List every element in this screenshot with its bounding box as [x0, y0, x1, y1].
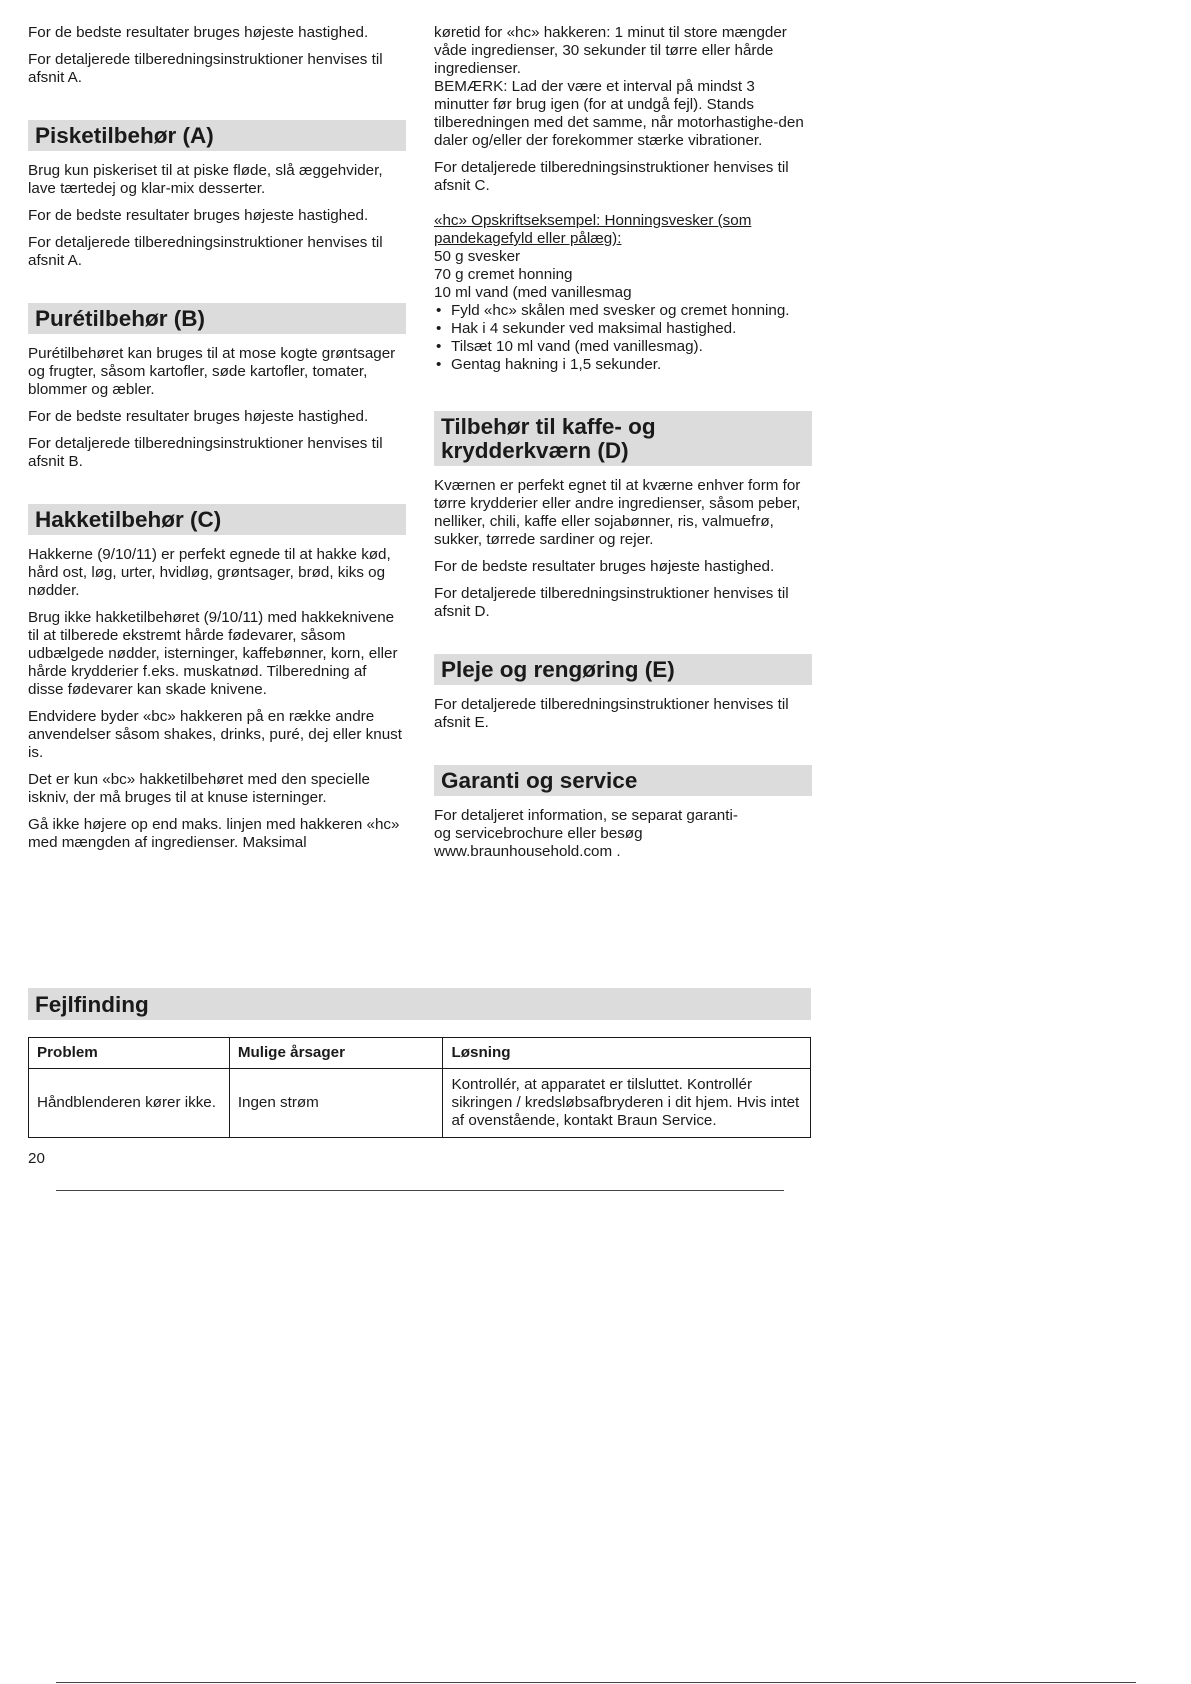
- section-e-paragraph-1: For detaljerede tilberedningsinstruktioner henvises til afsnit E.: [434, 696, 789, 731]
- bottom-divider-line: [56, 1682, 1136, 1683]
- section-c-paragraph-2: Brug ikke hakketilbehøret (9/10/11) med hakkeknivene til at tilberede ekstremt hårde fødevarer, såsom udbælgede nødder, isterninger, kaffebønner, korn, eller hårde krydderier f.eks. muskatnød. Tilberedning af disse fødevarer kan skade knivene.: [28, 609, 398, 698]
- section-d-paragraph-3: For detaljerede tilberedningsinstruktioner henvises til afsnit D.: [434, 585, 789, 620]
- header-solution: Løsning: [443, 1038, 811, 1069]
- recipe-steps-list: [434, 302, 812, 374]
- header-problem: Problem: [29, 1038, 230, 1069]
- section-d-paragraph-1: Kværnen er perfekt egnet til at kværne enhver form for tørre krydderier eller andre ingredienser, såsom peber, nelliker, chili, kaffe eller sojabønner, ris, valmuefrø, sukker, tørrede sardiner og rejer.: [434, 477, 801, 548]
- recipe-ingredient: 10 ml vand (med vanillesmag: [434, 284, 632, 301]
- cell-cause: Ingen strøm: [229, 1069, 443, 1138]
- table-header-row: [29, 1038, 811, 1069]
- section-d-paragraph-2: For de bedste resultater bruges højeste hastighed.: [434, 558, 775, 575]
- warranty-website: www.braunhousehold.com .: [434, 843, 621, 860]
- section-b-paragraph-1: Purétilbehøret kan bruges til at mose kogte grøntsager og frugter, såsom kartofler, søde kartofler, tomater, blommer og æbler.: [28, 345, 396, 398]
- section-d-heading-line-1: Tilbehør til kaffe- og: [441, 414, 656, 439]
- table-row: [29, 1069, 811, 1138]
- section-a-paragraph-2: For de bedste resultater bruges højeste hastighed.: [28, 207, 369, 224]
- troubleshooting-table: [28, 1037, 811, 1138]
- intro-reference-text: For detaljerede tilberedningsinstruktioner henvises til afsnit A.: [28, 51, 383, 86]
- recipe-step: • Fyld «hc» skålen med svesker og cremet honning.: [434, 302, 812, 320]
- recipe-ingredient: 50 g svesker: [434, 248, 521, 265]
- section-b-paragraph-2: For de bedste resultater bruges højeste hastighed.: [28, 408, 369, 425]
- cell-problem: Håndblenderen kører ikke.: [29, 1069, 230, 1138]
- recipe-ingredient: 70 g cremet honning: [434, 266, 573, 283]
- chopper-runtime-text: køretid for «hc» hakkeren: 1 minut til store mængder våde ingredienser, 30 sekunder til tørre eller hårde ingredienser.: [434, 24, 787, 77]
- section-a-paragraph-3: For detaljerede tilberedningsinstruktioner henvises til afsnit A.: [28, 234, 383, 269]
- right-column: [434, 24, 812, 861]
- section-a-heading: Pisketilbehør (A): [28, 120, 406, 151]
- section-d-heading-line-2: krydderkværn (D): [441, 438, 629, 463]
- section-e-heading: Pleje og rengøring (E): [434, 654, 812, 685]
- recipe-title: «hc» Opskriftseksempel: Honningsvesker (som pandekagefyld eller pålæg):: [434, 212, 752, 247]
- section-c-reference-text: For detaljerede tilberedningsinstruktioner henvises til afsnit C.: [434, 159, 789, 194]
- cell-solution: Kontrollér, at apparatet er tilsluttet. Kontrollér sikringen / kredsløbsafbryderen i dit hjem. Hvis intet af ovenstående, kontakt Braun Service.: [443, 1069, 811, 1138]
- section-d-heading: [434, 411, 812, 466]
- recipe-step: • Tilsæt 10 ml vand (med vanillesmag).: [434, 338, 812, 356]
- warranty-line-1: For detaljeret information, se separat garanti-: [434, 807, 738, 824]
- section-c-paragraph-4: Det er kun «bc» hakketilbehøret med den specielle iskniv, der må bruges til at knuse isterninger.: [28, 771, 370, 806]
- section-b-heading: Purétilbehør (B): [28, 303, 406, 334]
- troubleshooting-heading: Fejlfinding: [28, 988, 811, 1020]
- section-b-paragraph-3: For detaljerede tilberedningsinstruktioner henvises til afsnit B.: [28, 435, 383, 470]
- recipe-step: • Gentag hakning i 1,5 sekunder.: [434, 356, 812, 374]
- section-c-paragraph-5: Gå ikke højere op end maks. linjen med hakkeren «hc» med mængden af ingredienser. Maksimal: [28, 816, 400, 851]
- section-a-paragraph-1: Brug kun piskeriset til at piske fløde, slå æggehvider, lave tærtedej og klar-mix desserter.: [28, 162, 383, 197]
- recipe-step: • Hak i 4 sekunder ved maksimal hastighed.: [434, 320, 812, 338]
- warranty-heading: Garanti og service: [434, 765, 812, 796]
- troubleshooting-section: [28, 988, 811, 1138]
- section-c-paragraph-3: Endvidere byder «bc» hakkeren på en række andre anvendelser såsom shakes, drinks, puré, dej eller knust is.: [28, 708, 402, 761]
- note-text: BEMÆRK: Lad der være et interval på mindst 3 minutter før brug igen (for at undgå fejl). Stands tilberedningen med det samme, når motorhastighe-den daler og/eller der forekommer stærke vibrationer.: [434, 78, 804, 149]
- divider-line: [56, 1190, 784, 1191]
- warranty-line-2: og servicebrochure eller besøg: [434, 825, 643, 842]
- header-causes: Mulige årsager: [229, 1038, 443, 1069]
- page-number: 20: [28, 1150, 45, 1167]
- section-c-heading: Hakketilbehør (C): [28, 504, 406, 535]
- left-column: [28, 24, 406, 861]
- intro-speed-text: For de bedste resultater bruges højeste hastighed.: [28, 24, 369, 41]
- section-c-paragraph-1: Hakkerne (9/10/11) er perfekt egnede til at hakke kød, hård ost, løg, urter, hvidløg, grøntsager, brød, kiks og nødder.: [28, 546, 391, 599]
